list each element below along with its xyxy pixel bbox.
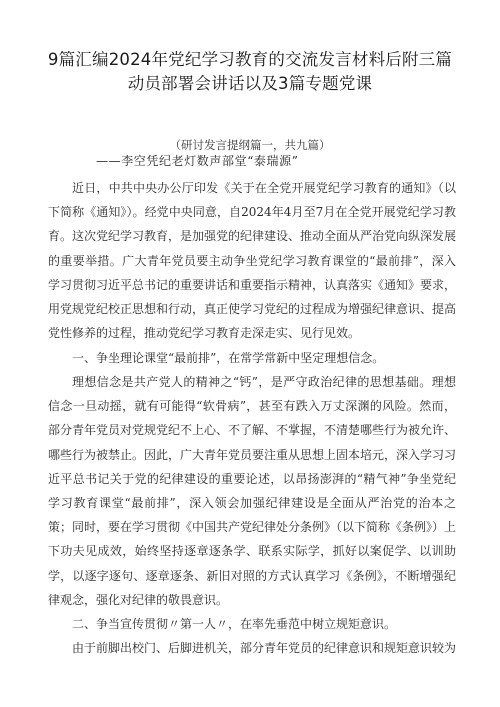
document-title: 9篇汇编2024年党纪学习教育的交流发言材料后附三篇动员部署会讲话以及3篇专题党课 — [47, 50, 453, 93]
body-paragraph-section-2: 由于前脚出校门、后脚进机关，部分青年党员的纪律意识和规矩意识较为 — [72, 641, 457, 655]
document-byline: ——李空凭纪老灯数声部堂“泰瑞源” — [96, 154, 299, 168]
section-heading-1: 一、争坐理论课堂“最前排”，在常学常新中坚定理想信念。 — [72, 351, 385, 365]
body-paragraph-intro: 近日，中共中央办公厅印发《关于在全党开展党纪学习教育的通知》（以下简称《通知》）。经党中央同意，自2024年4月至7月在全党开展党纪学习教育。这次党纪学习教育，是加强党的纪律建设、推动全面从严治党向纵深发展的重要举措。广大青年党员要主动争坐党纪学习教育课堂的“最前排”，深入学习贯彻习近平总书记的重要讲话和重要指示精神，认真落实《通知》要求，用党规党纪校正思想和行动，真正使学习党纪的过程成为增强纪律意识、提高党性修养的过程，推动党纪学习教育走深走实、见行见效。 — [48, 181, 457, 341]
document-subtitle: （研讨发言提纲篇一，共九篇） — [169, 138, 331, 152]
body-paragraph-section-1: 理想信念是共产党人的精神之“钙”，是严守政治纪律的思想基础。理想信念一旦动摇，就有可能得“软骨病”，甚至有跌入万丈深渊的风险。然而，部分青年党员对党规党纪不上心、不了解、不掌握，不清楚哪些行为被允许、哪些行为被禁止。因此，广大青年党员要注重从思想上固本培元，深入学习习近平总书记关于党的纪律建设的重要论述，以昂扬澎湃的“精气神”争坐党纪学习教育课堂“最前排”，深入领会加强纪律建设是全面从严治党的治本之策；同时，要在学习贯彻《中国共产党纪律处分条例》（以下简称《条例》）上下功夫见成效，始终坚持逐章逐条学、联系实际学，抓好以案促学、以训助学，以逐字逐句、逐章逐条、新旧对照的方式认真学习《条例》，不断增强纪律观念，强化对纪律的敬畏意识。 — [48, 375, 457, 607]
section-heading-2: 二、争当宣传贯彻〃第一人〃，在率先垂范中树立规矩意识。 — [72, 617, 397, 631]
